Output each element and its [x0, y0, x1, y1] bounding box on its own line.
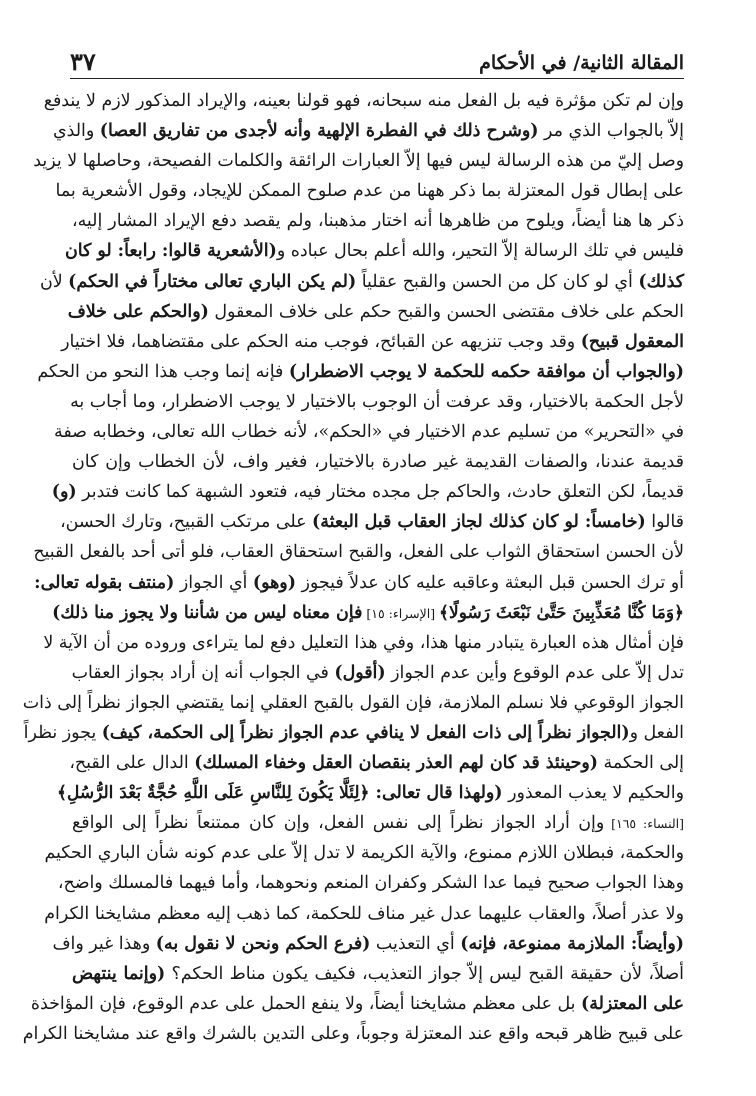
- text-line: [33, 146, 684, 176]
- text-line: [52, 116, 684, 146]
- bold-phrase: (وأيضاً: الملازمة ممنوعة، فإنه): [460, 933, 684, 954]
- text-line: [54, 417, 684, 447]
- bold-phrase: (وإنما ينتهض: [72, 963, 166, 984]
- bold-phrase: كذلك): [638, 271, 684, 292]
- text-segment: إلاّ بالجواب الذي مر: [538, 121, 684, 142]
- text-line: [72, 206, 684, 236]
- text-segment: والذي: [52, 121, 100, 142]
- text-segment: وقد وجب تنزيهه عن القبائح، فوجب منه الحكم على مقتضاهما، فلا اختيار: [61, 331, 581, 352]
- text-segment: تدل إلاّ على عدم الوقوع وأين عدم الجواز: [385, 662, 684, 683]
- bold-phrase: (لم يكن الباري تعالى مختاراً في الحكم): [68, 271, 357, 292]
- text-segment: على مرتكب القبيح، وتارك الحسن،: [60, 512, 313, 533]
- text-line: [72, 959, 684, 989]
- bold-phrase: (فرع الحكم ونحن لا نقول به): [155, 933, 371, 954]
- text-segment: يجوز نظراً: [23, 722, 102, 743]
- text-segment: أي لو كان كل من الحسن والقبح عقلياً: [356, 271, 639, 292]
- bold-phrase: (والحكم على خلاف: [67, 301, 209, 322]
- text-segment: على إبطال قول المعتزلة بما ذكر ههنا من عدم صلوح الممكن للإيجاد، وقول الأشعرية بما: [55, 181, 684, 202]
- text-segment: الدال على القبح،: [69, 753, 195, 774]
- text-segment: ذكر ها هنا أيضاً، ويلوح من ظاهرها أنه اختار مذهبنا، ولم يقصد دفع الإيراد المشار إليه،: [72, 211, 684, 232]
- text-segment: وهذا الجواب صحيح فيما عدا الشكر وكفران المنعم ونحوهما، وأما فيهما فالمسلك واضح،: [57, 873, 684, 894]
- verse-reference: [النساء: ١٦٥]: [604, 816, 684, 832]
- bold-phrase: المعقول قبيح): [580, 331, 684, 352]
- text-segment: فليس في تلك الرسالة إلاّ التحير، والله أعلم بحال عباده و: [276, 241, 684, 262]
- text-line: [22, 1019, 684, 1049]
- text-segment: في «التحرير» من تسليم عدم الاختيار في «الحكم»، لأنه خطاب الله تعالى، وخطابه صفة: [54, 422, 684, 443]
- text-segment: وصل إليّ من هذه الرسالة ليس فيها إلاّ العبارات الرائقة والكلمات الفصيحة، وحاصلها لا يزيد: [33, 151, 684, 172]
- text-segment: أي الجواز: [174, 572, 253, 593]
- text-line: [43, 86, 684, 116]
- bold-phrase: (الجواز نظراً إلى ذات الفعل لا ينافي عدم الجواز نظراً إلى الحكمة، كيف): [101, 722, 630, 743]
- text-segment: لأجل الحكمة بالاختيار، وقد عرفت أن الوجوب بالاختيار لا يوجب الاضطرار، وما أجاب به: [70, 391, 684, 412]
- text-segment: لأن الحسن استحقاق الثواب على الفعل، والقبح استحقاق العقاب، فلو أتى أحد بالفعل القبيح: [33, 542, 684, 563]
- text-segment: أو ترك الحسن قبل البعثة وعاقبه عليه كان عدلاً فيجوز: [295, 572, 684, 593]
- text-line: [72, 808, 684, 838]
- text-line: [55, 176, 684, 206]
- text-segment: إلى الحكمة: [597, 753, 684, 774]
- bold-phrase: (الأشعرية قالوا: رابعاً: لو كان: [64, 241, 277, 262]
- text-line: [64, 236, 684, 266]
- bold-phrase: (منتف بقوله تعالى:: [34, 572, 175, 593]
- text-line: [52, 929, 684, 959]
- bold-phrase: (وهو): [252, 572, 296, 593]
- text-line: [60, 507, 684, 537]
- text-segment: فإن أمثال هذه العبارة يتبادر منها هذا، وفي هذا التعليل دفع لما يتراءى وروده من أن الآية لا: [43, 632, 684, 653]
- text-segment: في الجواب أنه إن أراد بجواز العقاب: [71, 662, 335, 683]
- bold-phrase: (خامساً: لو كان كذلك لجاز العقاب قبل البعثة): [312, 512, 646, 533]
- bold-phrase: (والجواب أن موافقة حكمه للحكمة لا يوجب الاضطرار): [288, 361, 684, 382]
- text-segment: قالوا: [645, 512, 684, 533]
- bold-phrase: (وحينئذ قد كان لهم العذر بنقصان العقل وخفاء المسلك): [194, 753, 598, 774]
- bold-phrase: (ولهذا قال تعالى:: [369, 783, 503, 804]
- text-line: [51, 477, 684, 507]
- text-line: [56, 778, 684, 808]
- running-title: المقالة الثانية/ في الأحكام: [479, 52, 684, 74]
- text-line: [72, 387, 684, 417]
- text-line: [72, 658, 684, 688]
- text-segment: الفعل و: [629, 722, 684, 743]
- text-segment: الحكم على خلاف مقتضى الحسن والقبح حكم على خلاف المعقول: [208, 301, 684, 322]
- bold-phrase: فإن معناه ليس من شأننا ولا يجوز منا ذلك): [52, 602, 363, 623]
- text-segment: أصلاً، لأن حقيقة القبح ليس إلاّ جواز التعذيب، فكيف يكون مناط الحكم؟: [165, 963, 684, 984]
- text-line: [39, 267, 684, 297]
- text-segment: على قبيح ظاهر قبحه واقع عند المعتزلة وجوباً، وعلى التدين بالشرك واقع عند مشايخنا الكرام: [22, 1023, 684, 1044]
- text-line: [72, 447, 684, 477]
- text-segment: والحكمة، فبطلان اللازم ممنوع، والآية الكريمة لا تدل إلاّ على عدم كونه شأن الباري الحكيم: [44, 843, 684, 864]
- text-segment: أي التعذيب: [370, 933, 461, 954]
- text-line: [52, 598, 684, 628]
- text-line: [30, 989, 684, 1019]
- text-line: [33, 537, 684, 567]
- page-body-text: [22, 86, 684, 1049]
- bold-phrase: (وشرح ذلك في الفطرة الإلهية وأنه لأجدى من تفاريق العصا): [99, 121, 539, 142]
- text-line: [61, 327, 684, 357]
- text-segment: والحكيم لا يعذب المعذور: [502, 783, 684, 804]
- text-line: [44, 838, 684, 868]
- text-segment: وإن أراد الجواز نظراً إلى نفس الفعل، وإن كان ممتنعاً نظراً إلى الواقع: [72, 813, 605, 834]
- quran-verse: ﴿وَمَا كُنَّا مُعَذِّبِينَ حَتَّىٰ نَبْعَثَ رَسُولًا﴾: [439, 602, 684, 623]
- text-segment: الجواز الوقوعي فلا نسلم الملازمة، فإن القول بالقبح العقلي إنما يقتضي الجواز نظراً إلى ذات: [22, 692, 684, 713]
- text-segment: لأن: [39, 271, 69, 292]
- quran-verse: ﴿لِئَلَّا يَكُونَ لِلنَّاسِ عَلَى اللَّهِ حُجَّةٌ بَعْدَ الرُّسُلِ﴾: [56, 783, 370, 804]
- text-line: [23, 718, 684, 748]
- text-segment: قديمة عندنا، والصفات القديمة غير صادرة بالاختيار، فغير واف، لأن الخطاب وإن كان: [72, 452, 684, 473]
- text-segment: ولا عذر أصلاً، والعقاب عليهما عدل غير مناف للحكمة، كما ذهب إليه معظم مشايخنا الكرام: [44, 903, 684, 924]
- page-number: ٣٧: [70, 47, 96, 76]
- text-line: [22, 688, 684, 718]
- text-line: [57, 868, 684, 898]
- text-segment: وإن لم تكن مؤثرة فيه بل الفعل منه سبحانه، فهو قولنا بعينه، والإيراد المذكور لازم لا يندفع: [43, 91, 684, 111]
- bold-phrase: (و): [51, 482, 77, 503]
- text-line: [34, 568, 684, 598]
- text-line: [44, 899, 684, 929]
- text-line: [67, 297, 684, 327]
- bold-phrase: (أقول): [334, 662, 386, 683]
- page-header: [70, 40, 684, 79]
- text-segment: فإنه إنما وجب هذا النحو من الحكم: [37, 361, 289, 382]
- text-line: [43, 628, 684, 658]
- text-segment: قديماً، لكن التعلق حادث، والحاكم جل مجده مختار فيه، فتعود الشبهة كما كانت فتدبر: [76, 482, 684, 503]
- bold-phrase: على المعتزلة): [581, 993, 684, 1014]
- text-line: [69, 748, 684, 778]
- text-line: [37, 357, 684, 387]
- text-segment: بل على معظم مشايخنا أيضاً، ولا ينفع الحمل على عدم الوقوع، فإن المؤاخذة: [30, 993, 582, 1014]
- verse-reference: [الإسراء: ١٥]: [362, 605, 440, 621]
- text-segment: وهذا غير واف: [52, 933, 156, 954]
